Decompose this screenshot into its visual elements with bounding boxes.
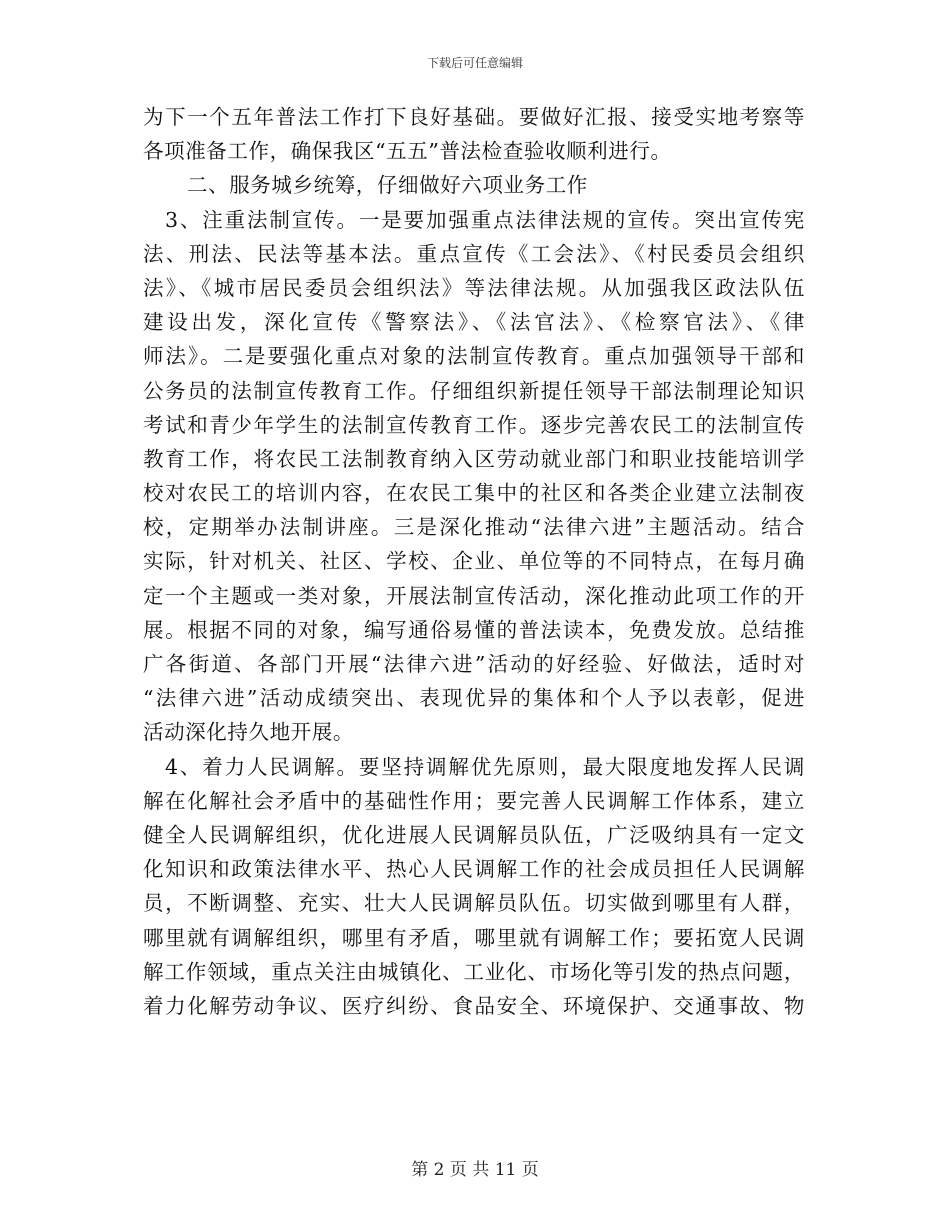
text-line: 二、服务城乡统筹，仔细做好六项业务工作 (187, 173, 588, 198)
text-line: 校，定期举办法制讲座。三是深化推动“法律六进”主题活动。结合 (143, 515, 805, 540)
page-footer: 第 2 页 共 11 页 (411, 1160, 539, 1180)
text-line: 考试和青少年学生的法制宣传教育工作。逐步完善农民工的法制宣传 (143, 412, 805, 437)
text-line: 哪里就有调解组织，哪里有矛盾，哪里就有调解工作；要拓宽人民调 (143, 925, 805, 950)
text-line: 化知识和政策法律水平、热心人民调解工作的社会成员担任人民调解 (143, 857, 805, 882)
text-line: 法、刑法、民法等基本法。重点宣传《工会法》、《村民委员会组织 (143, 241, 805, 266)
text-line: 建设出发，深化宣传《警察法》、《法官法》、《检察官法》、《律 (143, 310, 805, 335)
text-line: 健全人民调解组织，优化进展人民调解员队伍，广泛吸纳具有一定文 (143, 822, 805, 847)
text-line: 活动深化持久地开展。 (143, 720, 354, 745)
text-line: 法》、《城市居民委员会组织法》等法律法规。从加强我区政法队伍 (143, 275, 805, 300)
text-line: 4、着力人民调解。要坚持调解优先原则，最大限度地发挥人民调 (165, 754, 805, 779)
text-line: 3、注重法制宣传。一是要加强重点法律法规的宣传。突出宣传宪 (165, 207, 805, 232)
text-line: 师法》。二是要强化重点对象的法制宣传教育。重点加强领导干部和 (143, 344, 805, 369)
text-line: 实际，针对机关、社区、学校、企业、单位等的不同特点，在每月确 (143, 549, 805, 574)
text-line: 校对农民工的培训内容，在农民工集中的社区和各类企业建立法制夜 (143, 481, 805, 506)
page-header: 下载后可任意编辑 (426, 56, 523, 70)
text-line: 解工作领域，重点关注由城镇化、工业化、市场化等引发的热点问题， (143, 959, 805, 984)
text-line: 员，不断调整、充实、壮大人民调解员队伍。切实做到哪里有人群， (143, 891, 805, 916)
text-line: 广各街道、各部门开展“法律六进”活动的好经验、好做法，适时对 (143, 652, 805, 676)
text-line: 教育工作，将农民工法制教育纳入区劳动就业部门和职业技能培训学 (143, 446, 805, 471)
text-line: 展。根据不同的对象，编写通俗易懂的普法读本，免费发放。总结推 (143, 617, 805, 642)
text-line: 公务员的法制宣传教育工作。仔细组织新提任领导干部法制理论知识 (143, 378, 805, 403)
document-body (143, 100, 805, 1023)
text-line: 为下一个五年普法工作打下良好基础。要做好汇报、接受实地考察等 (143, 105, 805, 129)
text-line: “法律六进”活动成绩突出、表现优异的集体和个人予以表彰，促进 (143, 686, 805, 711)
text-line: 着力化解劳动争议、医疗纠纷、食品安全、环境保护、交通事故、物 (143, 993, 805, 1018)
text-line: 各项准备工作，确保我区“五五”普法检查验收顺利进行。 (143, 139, 672, 164)
text-line: 解在化解社会矛盾中的基础性作用；要完善人民调解工作体系，建立 (143, 788, 805, 813)
text-line: 定一个主题或一类对象，开展法制宣传活动，深化推动此项工作的开 (143, 583, 805, 608)
